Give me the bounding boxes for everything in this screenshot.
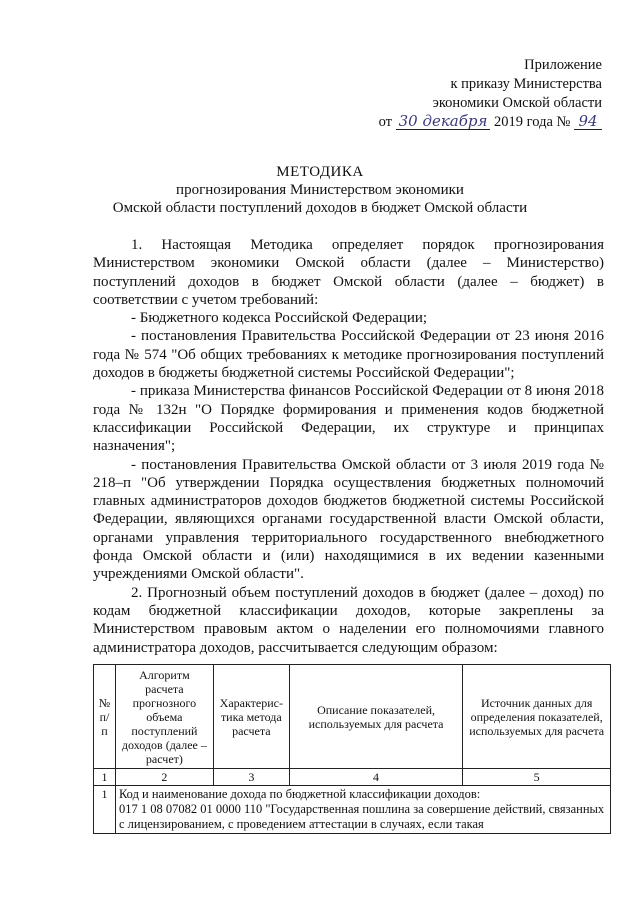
col-number: 5 [463, 769, 611, 786]
list-item-budget-code: - Бюджетного кодекса Российской Федерации; [131, 310, 428, 327]
appendix-line-3: экономики Омской области [432, 95, 602, 111]
table-header-row [94, 665, 611, 769]
table-row [94, 786, 611, 834]
header-number: № п/п [94, 665, 116, 769]
col-number: 2 [115, 769, 213, 786]
list-item-minfin-order-132n: - приказа Министерства финансов Российской Федерации от 8 июня 2018 года № 132н "О Порядке формирования и применения кодов бюджетной классификации Российской Федерации, их структуре и принципах назначения"; [93, 383, 604, 455]
paragraph-2: 2. Прогнозный объем поступлений доходов в бюджет (далее – доход) по кодам бюджетной классификации доходов, которые закреплены за Министерством правовым актом о наделении его полномочиями главного администратора доходов, рассчитывается следующим образом: [93, 584, 604, 656]
title-line-3: Омской области поступлений доходов в бюджет Омской области [112, 200, 528, 216]
title-head: МЕТОДИКА [276, 164, 364, 180]
row-income-code-cell [115, 786, 610, 834]
handwritten-date: 30 декабря [396, 113, 491, 130]
appendix-date-line [379, 113, 602, 132]
handwritten-number: 94 [574, 113, 602, 130]
appendix-line-1: Приложение [524, 57, 602, 73]
col-number: 1 [94, 769, 116, 786]
method-table [93, 664, 611, 834]
title-line-2: прогнозирования Министерством экономики [176, 182, 464, 198]
col-number: 3 [213, 769, 289, 786]
col-number: 4 [289, 769, 463, 786]
header-source: Источник данных для определения показателей, используемых для расчета [463, 665, 611, 769]
income-code-heading: Код и наименование дохода по бюджетной классификации доходов: [118, 787, 481, 801]
appendix-block [379, 56, 602, 132]
income-code-text: 017 1 08 07082 01 0000 110 "Государственная пошлина за совершение действий, связанных с лицензированием, с проведением аттестации в случаях, если такая [118, 802, 605, 831]
header-description: Описание показателей, используемых для расчета [289, 665, 463, 769]
header-algorithm: Алгоритм расчета прогнозного объема поступлений доходов (далее – расчет) [115, 665, 213, 769]
date-prefix: от [378, 114, 392, 130]
document-body [93, 236, 604, 657]
list-item-omsk-resolution-218: - постановления Правительства Омской области от 3 июля 2019 года № 218–п "Об утверждении Порядка осуществления бюджетных полномочий главных администраторов доходов бюджетов бюджетной системы Российской Федерации, являющихся органами государственной власти Омской области, органами управления территориального государственного внебюджетного фонда Омской области и (или) находящимися в их ведении казенными учреждениями Омской области". [93, 456, 604, 583]
paragraph-1: 1. Настоящая Методика определяет порядок прогнозирования Министерством экономики Омской области (далее – Министерство) поступлений доходов в бюджет Омской области (далее – бюджет) в соответствии с учетом требований: [93, 237, 604, 308]
table-column-numbers-row [94, 769, 611, 786]
row-index: 1 [94, 786, 116, 834]
year-text: 2019 года № [494, 114, 571, 130]
list-item-gov-resolution-574: - постановления Правительства Российской Федерации от 23 июня 2016 года № 574 "Об общих требованиях к методике прогнозирования поступлений доходов в бюджеты бюджетной системы Российской Федерации"; [93, 328, 604, 382]
header-method: Характерис-тика метода расчета [213, 665, 289, 769]
appendix-line-2: к приказу Министерства [450, 76, 602, 92]
document-title [0, 163, 640, 217]
